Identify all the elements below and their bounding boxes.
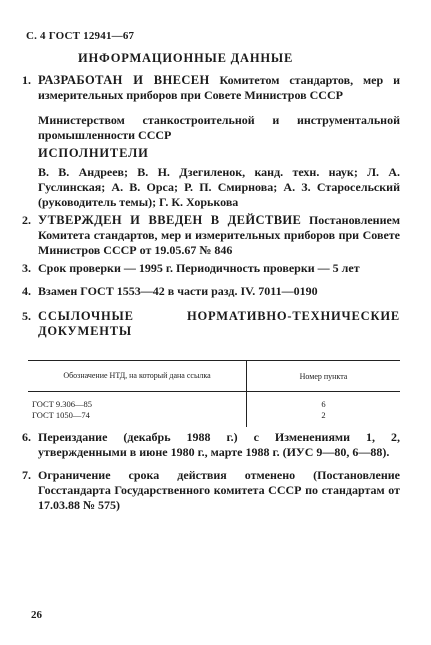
section-1-text2-block bbox=[22, 113, 400, 143]
table-header-row bbox=[28, 361, 400, 392]
section-1-heading: РАЗРАБОТАН И ВНЕСЕН bbox=[38, 73, 210, 87]
section-6-number: 6. bbox=[22, 430, 31, 444]
table-cell-doc: ГОСТ 9.306—85 bbox=[28, 392, 247, 411]
section-3-text: Срок проверки — 1995 г. Периодичность проверки — 5 лет bbox=[38, 261, 360, 275]
table-cell-point: 2 bbox=[321, 410, 326, 420]
section-3 bbox=[22, 261, 400, 276]
section-7-number: 7. bbox=[22, 468, 31, 482]
page-title: ИНФОРМАЦИОННЫЕ ДАННЫЕ bbox=[78, 51, 294, 65]
page-number: 26 bbox=[31, 609, 42, 621]
section-2-heading: УТВЕРЖДЕН И ВВЕДЕН В ДЕЙСТВИЕ bbox=[38, 213, 302, 227]
section-7-text: Ограничение срока действия отменено (Постановление Госстандарта Государственного комитета СССР по стандартам от 17.03.88 № 575) bbox=[38, 468, 400, 512]
section-1 bbox=[22, 73, 400, 103]
section-5 bbox=[22, 309, 400, 339]
section-4-number: 4. bbox=[22, 284, 31, 298]
page-header: С. 4 ГОСТ 12941—67 bbox=[26, 30, 135, 42]
executors-block bbox=[22, 146, 400, 161]
section-6-text: Переиздание (декабрь 1988 г.) с Изменениями 1, 2, утвержденными в июне 1980 г., марте 1988 г. (ИУС 9—80, 6—88). bbox=[38, 430, 400, 459]
section-7 bbox=[22, 468, 400, 513]
table-cell-point: 6 bbox=[321, 399, 326, 409]
executors-text-block bbox=[22, 165, 400, 210]
table-header-doc: Обозначение НТД, на который дана ссылка bbox=[28, 361, 247, 392]
reference-table-grid bbox=[28, 360, 400, 427]
section-5-heading: ССЫЛОЧНЫЕ НОРМАТИВНО-ТЕХНИЧЕСКИЕ ДОКУМЕНТЫ bbox=[38, 309, 400, 338]
section-2-number: 2. bbox=[22, 213, 31, 227]
section-4-text: Взамен ГОСТ 1553—42 в части разд. IV. 7011—0190 bbox=[38, 284, 318, 298]
executors-heading: ИСПОЛНИТЕЛИ bbox=[38, 146, 149, 160]
section-3-number: 3. bbox=[22, 261, 31, 275]
section-1-text2: Министерством станкостроительной и инструментальной промышленности СССР bbox=[38, 113, 400, 142]
section-4 bbox=[22, 284, 400, 299]
section-5-number: 5. bbox=[22, 309, 31, 323]
reference-table bbox=[28, 360, 400, 427]
table-row bbox=[28, 410, 400, 427]
section-1-text: Комитетом стандартов, мер и измерительных приборов при Совете Министров СССР bbox=[38, 73, 400, 102]
section-2 bbox=[22, 213, 400, 258]
table-header-point: Номер пункта bbox=[247, 361, 401, 392]
section-2-body bbox=[38, 213, 400, 258]
section-1-number: 1. bbox=[22, 73, 31, 87]
executors-text: В. В. Андреев; В. Н. Дзегиленок, канд. техн. наук; Л. А. Гуслинская; А. В. Орса; Р. П. Смирнова; А. З. Старосельский (руководитель темы); Г. К. Хорькова bbox=[38, 165, 400, 209]
section-1-body bbox=[38, 73, 400, 103]
table-cell-doc: ГОСТ 1050—74 bbox=[28, 410, 247, 427]
section-2-text: Постановлением Комитета стандартов, мер и измерительных приборов при Совете Министров СССР от 19.05.67 № 846 bbox=[38, 213, 400, 257]
table-row bbox=[28, 392, 400, 411]
section-6 bbox=[22, 430, 400, 460]
